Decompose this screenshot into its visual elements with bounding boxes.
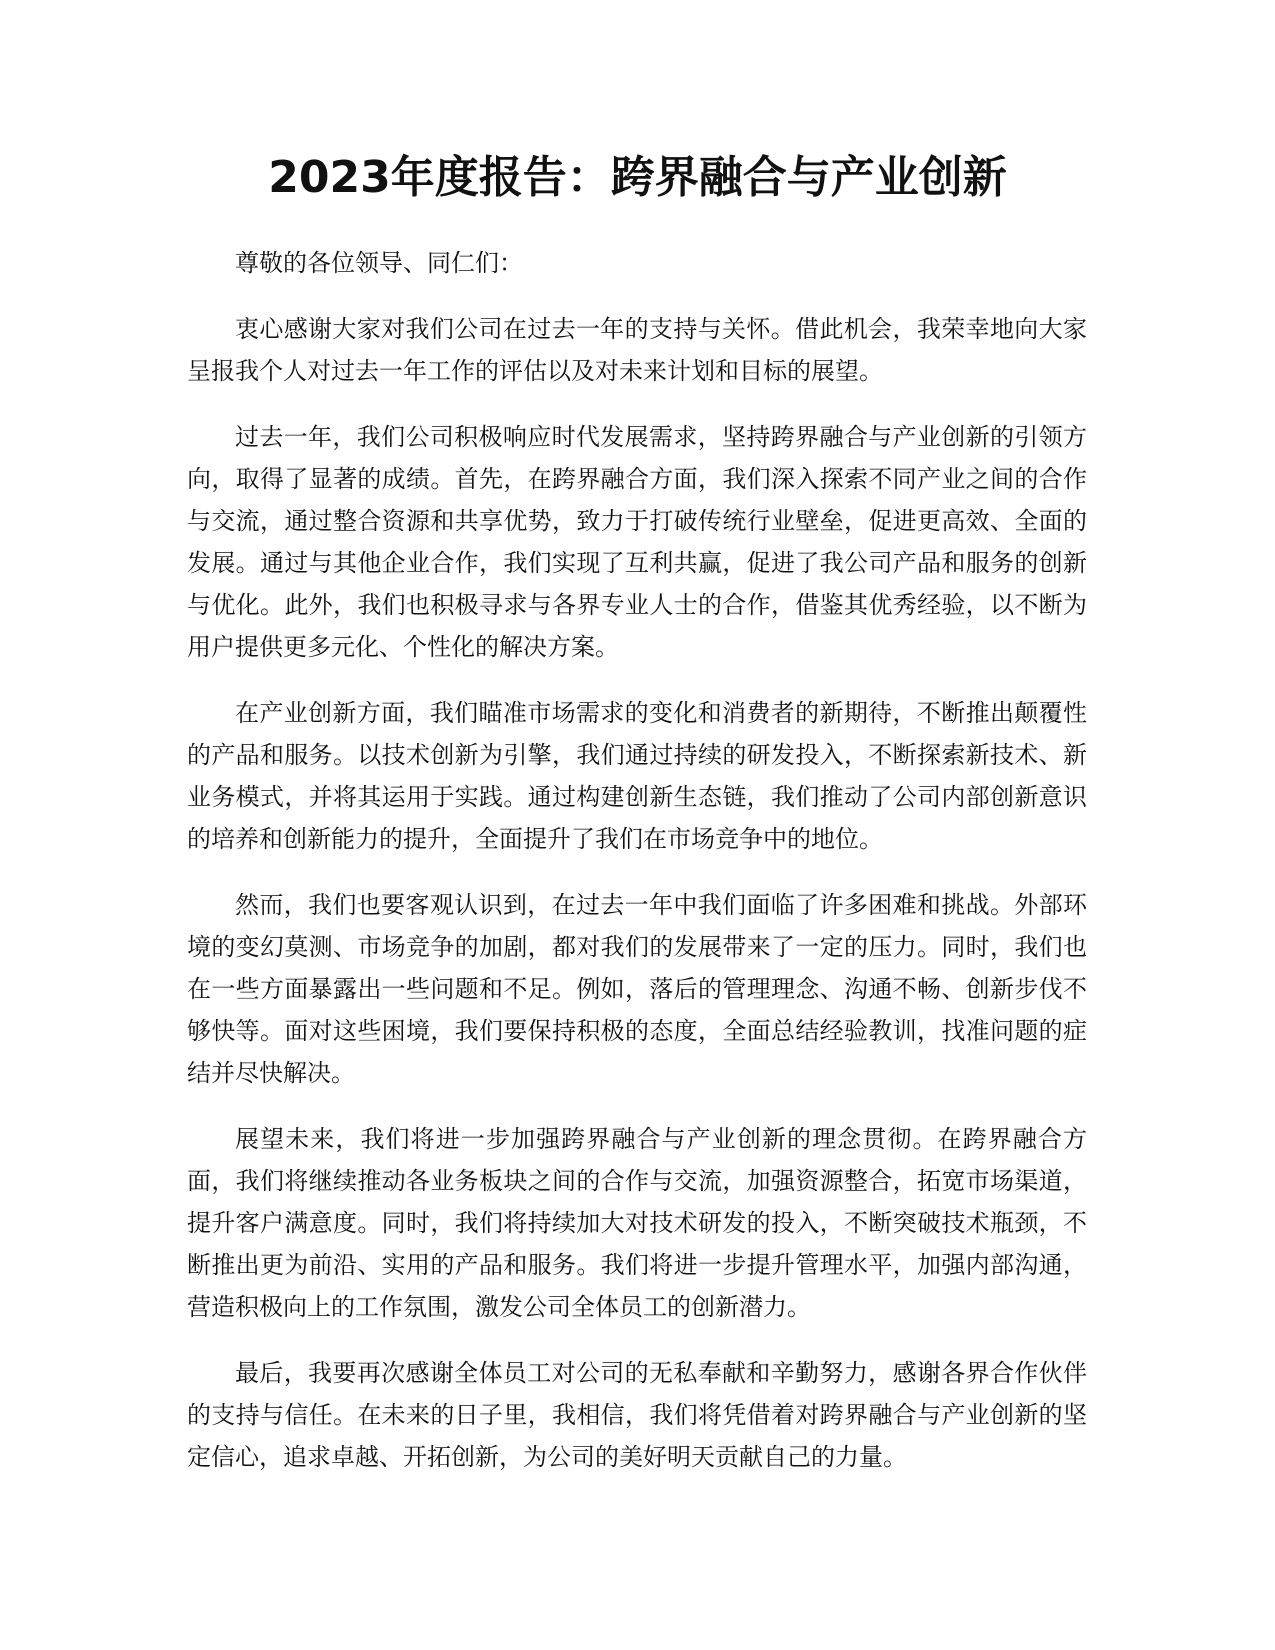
paragraph-challenges: 然而，我们也要客观认识到，在过去一年中我们面临了许多困难和挑战。外部环境的变幻莫测、市场竞争的加剧，都对我们的发展带来了一定的压力。同时，我们也在一些方面暴露出一些问题和不足。例如，落后的管理理念、沟通不畅、创新步伐不够快等。面对这些困境，我们要保持积极的态度，全面总结经验教训，找准问题的症结并尽快解决。 xyxy=(187,891,1087,1087)
paragraph-thanks: 衷心感谢大家对我们公司在过去一年的支持与关怀。借此机会，我荣幸地向大家呈报我个人对过去一年工作的评估以及对未来计划和目标的展望。 xyxy=(187,315,1087,385)
document-body xyxy=(187,242,1087,1502)
document-title: 2023年度报告：跨界融合与产业创新 xyxy=(268,152,1007,203)
paragraph-past-year: 过去一年，我们公司积极响应时代发展需求，坚持跨界融合与产业创新的引领方向，取得了显著的成绩。首先，在跨界融合方面，我们深入探索不同产业之间的合作与交流，通过整合资源和共享优势，致力于打破传统行业壁垒，促进更高效、全面的发展。通过与其他企业合作，我们实现了互利共赢，促进了我公司产品和服务的创新与优化。此外，我们也积极寻求与各界专业人士的合作，借鉴其优秀经验，以不断为用户提供更多元化、个性化的解决方案。 xyxy=(187,423,1087,661)
paragraph-closing: 最后，我要再次感谢全体员工对公司的无私奉献和辛勤努力，感谢各界合作伙伴的支持与信任。在未来的日子里，我相信，我们将凭借着对跨界融合与产业创新的坚定信心，追求卓越、开拓创新，为公司的美好明天贡献自己的力量。 xyxy=(187,1359,1087,1471)
paragraph-industry-innovation: 在产业创新方面，我们瞄准市场需求的变化和消费者的新期待，不断推出颠覆性的产品和服务。以技术创新为引擎，我们通过持续的研发投入，不断探索新技术、新业务模式，并将其运用于实践。通过构建创新生态链，我们推动了公司内部创新意识的培养和创新能力的提升，全面提升了我们在市场竞争中的地位。 xyxy=(187,699,1087,853)
paragraph-salutation: 尊敬的各位领导、同仁们： xyxy=(235,249,523,277)
paragraph-outlook: 展望未来，我们将进一步加强跨界融合与产业创新的理念贯彻。在跨界融合方面，我们将继续推动各业务板块之间的合作与交流，加强资源整合，拓宽市场渠道，提升客户满意度。同时，我们将持续加大对技术研发的投入，不断突破技术瓶颈，不断推出更为前沿、实用的产品和服务。我们将进一步提升管理水平，加强内部沟通，营造积极向上的工作氛围，激发公司全体员工的创新潜力。 xyxy=(187,1125,1087,1321)
